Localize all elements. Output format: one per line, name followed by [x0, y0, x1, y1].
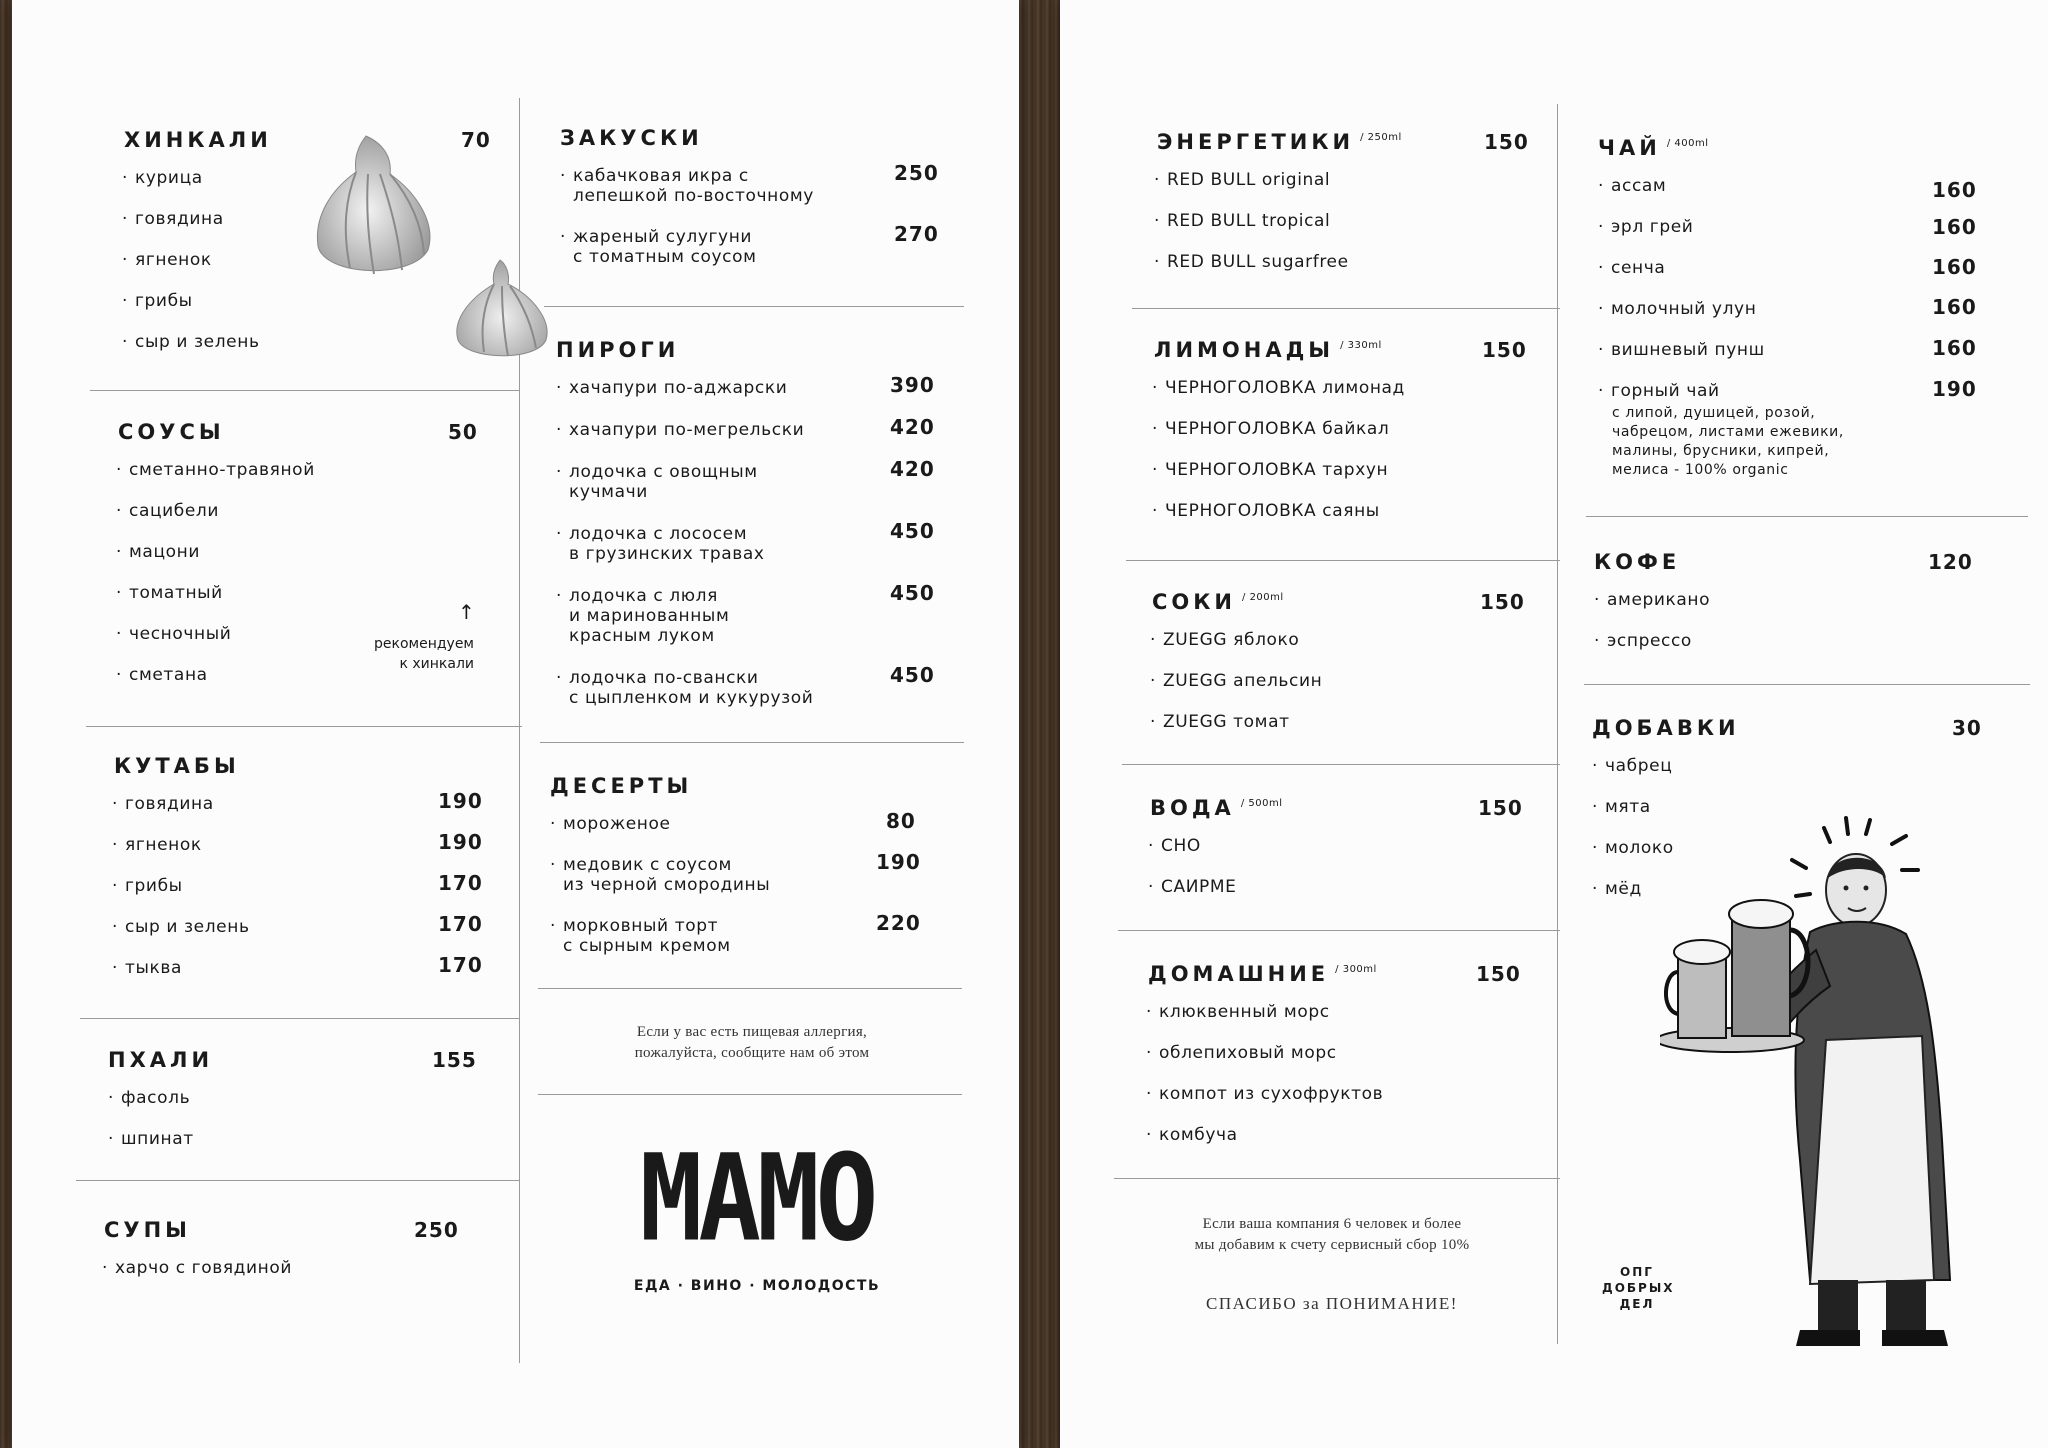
- section-price: 250: [414, 1218, 459, 1242]
- menu-item: · ассам 160: [1598, 176, 1977, 202]
- section-title: ХИНКАЛИ: [124, 128, 272, 152]
- menu-item: · мацони: [116, 542, 200, 562]
- section-divider: [1126, 560, 1560, 561]
- section-price: 120: [1928, 550, 1973, 574]
- section-sauces: [76, 420, 496, 706]
- section-homemade: [1112, 962, 1532, 1166]
- section-title: ЗАКУСКИ: [560, 126, 703, 150]
- beer-mug-icon: [1666, 940, 1730, 1038]
- menu-item: · говядина: [122, 209, 224, 229]
- menu-item: · сметана: [116, 665, 208, 685]
- allergy-notice: Если у вас есть пищевая аллергия, пожалуйста, сообщите нам об этом: [634, 1024, 870, 1061]
- section-juices: [1112, 590, 1532, 753]
- menu-item: · молочный улун 160: [1598, 295, 1977, 319]
- sauce-recommendation: рекомендуем к хинкали: [374, 636, 474, 672]
- section-pkhali: [76, 1048, 496, 1170]
- section-divider: [540, 742, 964, 743]
- menu-item: · ЧЕРНОГОЛОВКА тархун: [1152, 460, 1389, 480]
- menu-item: · вишневый пунш 160: [1598, 336, 1977, 360]
- section-divider: [538, 988, 962, 989]
- menu-item: · сенча 160: [1598, 255, 1977, 279]
- section-divider: [1584, 684, 2030, 685]
- menu-item: · хачапури по-мегрельски 420: [556, 415, 935, 440]
- menu-item: · сметанно-травяной: [116, 460, 315, 480]
- menu-item: · сыр и зелень 170: [112, 912, 483, 937]
- menu-item: · чесночный: [116, 624, 232, 644]
- section-tea: [1590, 136, 2010, 501]
- section-title: ДЕСЕРТЫ: [550, 774, 693, 798]
- section-divider: [1114, 1178, 1560, 1179]
- section-price: 70: [461, 128, 491, 152]
- menu-item: · ЧЕРНОГОЛОВКА саяны: [1152, 501, 1380, 521]
- section-price: 150: [1484, 130, 1529, 154]
- menu-item: · лодочка по-свански с цыпленком и кукурузой 450: [556, 663, 935, 708]
- brand-tagline: ЕДА · ВИНО · МОЛОДОСТЬ: [633, 1278, 881, 1294]
- menu-item: · сыр и зелень: [122, 332, 260, 352]
- section-energy: [1112, 130, 1532, 293]
- section-title: ЛИМОНАДЫ $^{/ 330ml}$: [1154, 338, 1382, 362]
- section-coffee: [1590, 550, 2010, 672]
- menu-item: · кабачковая икра с лепешкой по-восточному 250: [560, 161, 939, 206]
- menu-item: · ZUEGG яблоко: [1150, 630, 1300, 650]
- section-lemonades: [1112, 338, 1532, 542]
- section-water: [1112, 796, 1532, 918]
- menu-item: · лодочка с лососем в грузинских травах 450: [556, 519, 935, 564]
- section-pies: [552, 338, 992, 730]
- menu-item: · харчо с говядиной: [102, 1258, 293, 1278]
- section-title: ПИРОГИ: [556, 338, 680, 362]
- menu-item: · молоко: [1592, 838, 1674, 858]
- section-price: 155: [432, 1048, 477, 1072]
- menu-item: · говядина 190: [112, 789, 483, 814]
- menu-item: · морковный торт с сырным кремом 220: [550, 911, 921, 956]
- brand-logo: МАМО: [639, 1127, 875, 1269]
- section-price: 150: [1482, 338, 1527, 362]
- service-fee-notice: Если ваша компания 6 человек и более мы добавим к счету сервисный сбор 10%: [1194, 1216, 1470, 1253]
- menu-item: · чабрец: [1592, 756, 1673, 776]
- section-title: СУПЫ: [104, 1218, 191, 1242]
- section-divider: [538, 1094, 962, 1095]
- section-divider: [1118, 930, 1560, 931]
- arrow-up-icon: ↑: [458, 600, 475, 624]
- section-title: ВОДА $^{/ 500ml}$: [1150, 796, 1283, 820]
- menu-item: · RED BULL sugarfree: [1154, 252, 1349, 272]
- section-price: 30: [1952, 716, 1982, 740]
- section-price: 150: [1476, 962, 1521, 986]
- menu-item: · шпинат: [108, 1129, 194, 1149]
- section-kutaby: [76, 754, 496, 999]
- menu-item: · ягненок: [122, 250, 212, 270]
- menu-item: · ЧЕРНОГОЛОВКА байкал: [1152, 419, 1390, 439]
- section-divider: [80, 1018, 520, 1019]
- menu-item: · комбуча: [1146, 1125, 1238, 1145]
- waiter-illustration: [1660, 800, 2048, 1360]
- menu-item: · САИРМЕ: [1148, 877, 1237, 897]
- section-price: 50: [448, 420, 478, 444]
- section-title: ДОБАВКИ: [1592, 716, 1740, 740]
- menu-item: · грибы: [122, 291, 193, 311]
- section-desserts: [552, 774, 992, 977]
- menu-item: · хачапури по-аджарски 390: [556, 373, 935, 398]
- opg-stamp: ОПГ ДОБРЫХ ДЕЛ: [1602, 1265, 1675, 1311]
- menu-item: · облепиховый морс: [1146, 1043, 1337, 1063]
- menu-item: · ZUEGG томат: [1150, 712, 1290, 732]
- section-soups: [76, 1218, 496, 1299]
- menu-item: · грибы 170: [112, 871, 483, 896]
- menu-item: · тыква 170: [112, 953, 483, 978]
- menu-item: · СНО: [1148, 836, 1201, 856]
- menu-item: · ЧЕРНОГОЛОВКА лимонад: [1152, 378, 1405, 398]
- dumpling-icon: [448, 256, 553, 366]
- section-snacks: [552, 126, 992, 288]
- menu-item: · мёд: [1592, 879, 1642, 899]
- menu-item: · компот из сухофруктов: [1146, 1084, 1384, 1104]
- menu-item: · эрл грей 160: [1598, 215, 1977, 239]
- section-divider: [1122, 764, 1560, 765]
- menu-item: · ягненок 190: [112, 830, 483, 855]
- section-title: КУТАБЫ: [114, 754, 240, 778]
- menu-page-drinks: [1060, 0, 2048, 1448]
- menu-item: · RED BULL tropical: [1154, 211, 1331, 231]
- mountain-tea-description: с липой, душицей, розой, чабрецом, листами ежевики, малины, брусники, кипрей, мелиса - 100% organic: [1612, 405, 1844, 478]
- menu-page-food: [12, 0, 1019, 1448]
- section-title: КОФЕ: [1594, 550, 1681, 574]
- menu-item: · клюквенный морс: [1146, 1002, 1330, 1022]
- menu-item: · лодочка с люля и маринованным красным луком 450: [556, 581, 935, 646]
- menu-item: · ZUEGG апельсин: [1150, 671, 1323, 691]
- menu-item: · мороженое 80: [550, 809, 916, 834]
- section-divider: [90, 390, 520, 391]
- column-divider: [1557, 104, 1558, 1344]
- section-title: ЧАЙ $^{/ 400ml}$: [1598, 136, 1709, 160]
- section-divider: [1132, 308, 1560, 309]
- section-divider: [1586, 516, 2028, 517]
- section-divider: [544, 306, 964, 307]
- menu-item: · эспрессо: [1594, 631, 1692, 651]
- section-divider: [76, 1180, 520, 1181]
- section-title: ЭНЕРГЕТИКИ $^{/ 250ml}$: [1157, 130, 1402, 154]
- menu-item: · горный чай 190 с липой, душицей, розой, чабрецом, листами ежевики, малины, брусники, кипрей, мелиса - 100% organic: [1598, 381, 2010, 480]
- menu-item: · медовик с соусом из черной смородины 190: [550, 850, 921, 895]
- menu-item: · сацибели: [116, 501, 220, 521]
- dumpling-icon: [306, 128, 441, 288]
- section-divider: [86, 726, 522, 727]
- menu-item: · лодочка с овощным кучмачи 420: [556, 457, 935, 502]
- thanks-note: СПАСИБО за ПОНИМАНИЕ!: [1206, 1294, 1458, 1313]
- menu-item: · мята: [1592, 797, 1651, 817]
- menu-item: · американо: [1594, 590, 1711, 610]
- section-title: СОКИ $^{/ 200ml}$: [1152, 590, 1284, 614]
- section-title: СОУСЫ: [118, 420, 225, 444]
- section-price: 150: [1478, 796, 1523, 820]
- menu-item: · RED BULL original: [1154, 170, 1331, 190]
- section-title: ПХАЛИ: [108, 1048, 214, 1072]
- menu-item: · курица: [122, 168, 203, 188]
- menu-item: · фасоль: [108, 1088, 191, 1108]
- menu-item: · томатный: [116, 583, 223, 603]
- section-price: 150: [1480, 590, 1525, 614]
- section-title: ДОМАШНИЕ $^{/ 300ml}$: [1148, 962, 1377, 986]
- menu-item: · жареный сулугуни с томатным соусом 270: [560, 222, 939, 267]
